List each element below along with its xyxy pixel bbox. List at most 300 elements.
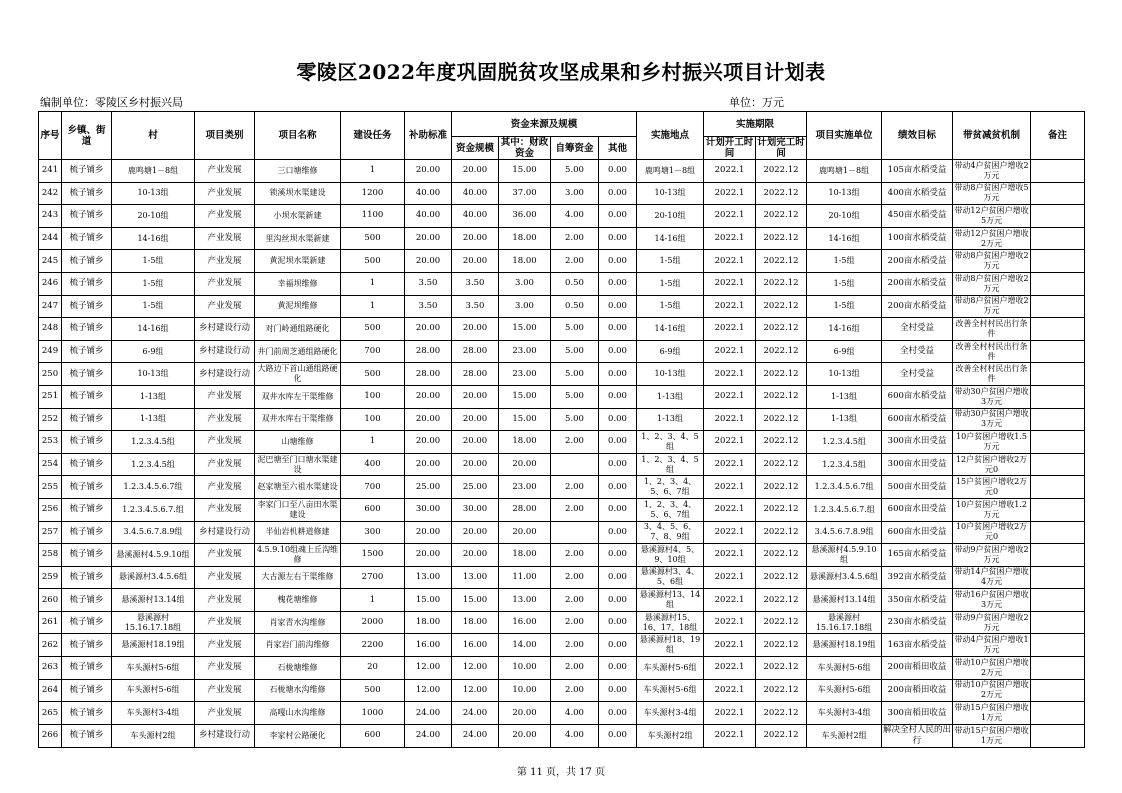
project-table: [38, 111, 1085, 748]
cell-project-name: 石栊塘水沟维修: [255, 679, 341, 702]
cell-location: 1-5组: [637, 250, 704, 273]
cell-remark: [1031, 566, 1085, 589]
cell-other: 0.00: [599, 431, 637, 454]
cell-seq: 261: [39, 611, 62, 634]
cell-task: 500: [341, 227, 405, 250]
cell-start: 2022.1: [704, 318, 756, 341]
cell-village: 悬溪源村4.5.9.10组: [112, 544, 195, 567]
cell-village: 1-13组: [112, 385, 195, 408]
cell-fund-scale: 18.00: [452, 611, 499, 634]
cell-other: 0.00: [599, 363, 637, 386]
header-target: 绩效目标: [882, 112, 953, 160]
cell-unit: 1-13组: [807, 408, 882, 431]
cell-unit: 3.4.5.6.7.8.9组: [807, 521, 882, 544]
cell-subsidy: 16.00: [405, 634, 452, 657]
header-mechanism: 带贫减贫机制: [953, 112, 1031, 160]
cell-other: 0.00: [599, 340, 637, 363]
table-row: [39, 272, 1085, 295]
cell-start: 2022.1: [704, 340, 756, 363]
cell-task: 500: [341, 250, 405, 273]
cell-self: 2.00: [551, 431, 599, 454]
cell-self: 2.00: [551, 250, 599, 273]
cell-remark: [1031, 498, 1085, 521]
cell-category: 乡村建设行动: [195, 521, 255, 544]
cell-start: 2022.1: [704, 182, 756, 205]
cell-other: 0.00: [599, 657, 637, 680]
cell-location: 1、2、3、4、5、6、7组: [637, 476, 704, 499]
cell-task: 1200: [341, 182, 405, 205]
header-start: 计划开工时间: [704, 137, 756, 160]
cell-end: 2022.12: [756, 566, 807, 589]
header-funding: 资金来源及规模: [452, 112, 637, 137]
cell-remark: [1031, 250, 1085, 273]
cell-task: 500: [341, 363, 405, 386]
cell-mechanism: 带动4户贫困户增收1万元: [953, 634, 1031, 657]
cell-fiscal: 28.00: [499, 498, 551, 521]
header-fund-scale: 资金规模: [452, 137, 499, 160]
cell-location: 悬溪源村13、14组: [637, 589, 704, 612]
cell-target: 165亩水稻受益: [882, 544, 953, 567]
cell-seq: 245: [39, 250, 62, 273]
cell-unit: 车头源村5-6组: [807, 657, 882, 680]
cell-village: 1.2.3.4.5组: [112, 431, 195, 454]
cell-village: 10-13组: [112, 363, 195, 386]
table-row: [39, 408, 1085, 431]
cell-self: 2.00: [551, 566, 599, 589]
header-seq: 序号: [39, 112, 62, 160]
cell-unit: 6-9组: [807, 340, 882, 363]
cell-remark: [1031, 702, 1085, 725]
cell-location: 1、2、3、4、5组: [637, 431, 704, 454]
cell-town: 梳子铺乡: [62, 295, 112, 318]
cell-self: 4.00: [551, 702, 599, 725]
cell-village: 悬溪源村13.14组: [112, 589, 195, 612]
cell-remark: [1031, 295, 1085, 318]
cell-task: 700: [341, 340, 405, 363]
cell-town: 梳子铺乡: [62, 272, 112, 295]
cell-project-name: 锁溪坝水渠建设: [255, 182, 341, 205]
cell-subsidy: 20.00: [405, 318, 452, 341]
cell-task: 500: [341, 318, 405, 341]
table-row: [39, 476, 1085, 499]
cell-remark: [1031, 431, 1085, 454]
cell-self: 5.00: [551, 363, 599, 386]
cell-mechanism: 带动9户贫困户增收2万元: [953, 611, 1031, 634]
cell-task: 700: [341, 476, 405, 499]
header-location: 实施地点: [637, 112, 704, 160]
cell-seq: 263: [39, 657, 62, 680]
cell-fund-scale: 24.00: [452, 724, 499, 747]
cell-seq: 247: [39, 295, 62, 318]
cell-town: 梳子铺乡: [62, 453, 112, 476]
cell-seq: 248: [39, 318, 62, 341]
cell-project-name: 三口塘维修: [255, 160, 341, 183]
cell-location: 6-9组: [637, 340, 704, 363]
cell-self: 5.00: [551, 385, 599, 408]
cell-mechanism: 带动12户贫困户增收5万元: [953, 205, 1031, 228]
cell-category: 产业发展: [195, 250, 255, 273]
cell-category: 产业发展: [195, 476, 255, 499]
cell-start: 2022.1: [704, 679, 756, 702]
cell-seq: 252: [39, 408, 62, 431]
cell-task: 600: [341, 724, 405, 747]
cell-target: 300亩水田受益: [882, 453, 953, 476]
cell-unit: 20-10组: [807, 205, 882, 228]
cell-fund-scale: 40.00: [452, 182, 499, 205]
cell-seq: 259: [39, 566, 62, 589]
cell-unit: 悬溪源村3.4.5.6组: [807, 566, 882, 589]
cell-mechanism: 带动8户贫困户增收5万元: [953, 182, 1031, 205]
cell-fund-scale: 3.50: [452, 272, 499, 295]
cell-village: 车头源村2组: [112, 724, 195, 747]
cell-task: 2200: [341, 634, 405, 657]
cell-town: 梳子铺乡: [62, 205, 112, 228]
cell-fund-scale: 20.00: [452, 544, 499, 567]
table-row: [39, 498, 1085, 521]
cell-category: 产业发展: [195, 634, 255, 657]
cell-self: 0.50: [551, 272, 599, 295]
cell-unit: 10-13组: [807, 363, 882, 386]
cell-task: 600: [341, 498, 405, 521]
cell-fund-scale: 20.00: [452, 250, 499, 273]
cell-remark: [1031, 272, 1085, 295]
cell-project-name: 小坝水渠新建: [255, 205, 341, 228]
cell-town: 梳子铺乡: [62, 182, 112, 205]
cell-remark: [1031, 318, 1085, 341]
cell-town: 梳子铺乡: [62, 363, 112, 386]
cell-end: 2022.12: [756, 182, 807, 205]
cell-location: 1-13组: [637, 408, 704, 431]
cell-start: 2022.1: [704, 385, 756, 408]
cell-location: 1、2、3、4、5组: [637, 453, 704, 476]
table-row: [39, 385, 1085, 408]
cell-other: 0.00: [599, 589, 637, 612]
cell-self: 5.00: [551, 318, 599, 341]
cell-category: 产业发展: [195, 227, 255, 250]
cell-self: 0.50: [551, 295, 599, 318]
cell-mechanism: 改善全村村民出行条件: [953, 363, 1031, 386]
cell-other: 0.00: [599, 476, 637, 499]
cell-fund-scale: 20.00: [452, 227, 499, 250]
cell-task: 500: [341, 679, 405, 702]
cell-task: 1100: [341, 205, 405, 228]
cell-location: 车头源村5-6组: [637, 657, 704, 680]
cell-town: 梳子铺乡: [62, 498, 112, 521]
table-row: [39, 431, 1085, 454]
cell-seq: 258: [39, 544, 62, 567]
cell-remark: [1031, 385, 1085, 408]
cell-self: 4.00: [551, 724, 599, 747]
cell-subsidy: 18.00: [405, 611, 452, 634]
cell-other: 0.00: [599, 634, 637, 657]
cell-end: 2022.12: [756, 295, 807, 318]
cell-other: 0.00: [599, 272, 637, 295]
cell-unit: 鹿鸣塘1－8组: [807, 160, 882, 183]
cell-fiscal: 18.00: [499, 227, 551, 250]
cell-subsidy: 24.00: [405, 702, 452, 725]
cell-remark: [1031, 657, 1085, 680]
cell-category: 产业发展: [195, 160, 255, 183]
cell-town: 梳子铺乡: [62, 227, 112, 250]
cell-other: 0.00: [599, 408, 637, 431]
cell-fiscal: 23.00: [499, 476, 551, 499]
cell-category: 乡村建设行动: [195, 318, 255, 341]
cell-remark: [1031, 453, 1085, 476]
cell-town: 梳子铺乡: [62, 634, 112, 657]
cell-subsidy: 20.00: [405, 227, 452, 250]
cell-subsidy: 13.00: [405, 566, 452, 589]
cell-location: 14-16组: [637, 227, 704, 250]
cell-town: 梳子铺乡: [62, 702, 112, 725]
cell-subsidy: 28.00: [405, 340, 452, 363]
header-town: 乡镇、街道: [62, 112, 112, 160]
cell-fiscal: 15.00: [499, 318, 551, 341]
cell-subsidy: 24.00: [405, 724, 452, 747]
cell-seq: 255: [39, 476, 62, 499]
cell-category: 乡村建设行动: [195, 363, 255, 386]
cell-fiscal: 3.00: [499, 272, 551, 295]
cell-self: 2.00: [551, 634, 599, 657]
cell-subsidy: 40.00: [405, 205, 452, 228]
table-row: [39, 182, 1085, 205]
cell-target: 400亩水稻受益: [882, 182, 953, 205]
cell-category: 产业发展: [195, 295, 255, 318]
cell-project-name: 肖家岩门前沟维修: [255, 634, 341, 657]
cell-task: 1: [341, 431, 405, 454]
cell-unit: 1-5组: [807, 250, 882, 273]
cell-village: 1-5组: [112, 295, 195, 318]
cell-village: 悬溪源村18.19组: [112, 634, 195, 657]
cell-town: 梳子铺乡: [62, 340, 112, 363]
cell-end: 2022.12: [756, 611, 807, 634]
cell-fiscal: 15.00: [499, 408, 551, 431]
cell-mechanism: 带动4户贫困户增收2万元: [953, 160, 1031, 183]
cell-town: 梳子铺乡: [62, 160, 112, 183]
cell-village: 1-13组: [112, 408, 195, 431]
cell-subsidy: 3.50: [405, 272, 452, 295]
cell-fund-scale: 20.00: [452, 385, 499, 408]
table-row: [39, 724, 1085, 747]
cell-mechanism: 带动15户贫困户增收1万元: [953, 724, 1031, 747]
cell-unit: 14-16组: [807, 318, 882, 341]
cell-fund-scale: 13.00: [452, 566, 499, 589]
cell-target: 230亩水稻受益: [882, 611, 953, 634]
header-task: 建设任务: [341, 112, 405, 160]
cell-village: 1.2.3.4.5.6.7.组: [112, 498, 195, 521]
header-remark: 备注: [1031, 112, 1085, 160]
header-other: 其他: [599, 137, 637, 160]
cell-fiscal: 37.00: [499, 182, 551, 205]
table-row: [39, 318, 1085, 341]
cell-end: 2022.12: [756, 385, 807, 408]
cell-fund-scale: 20.00: [452, 521, 499, 544]
cell-target: 600亩水田受益: [882, 521, 953, 544]
cell-category: 产业发展: [195, 272, 255, 295]
cell-self: [551, 521, 599, 544]
table-row: [39, 634, 1085, 657]
cell-remark: [1031, 182, 1085, 205]
cell-project-name: 对门岭通组路硬化: [255, 318, 341, 341]
cell-village: 鹿鸣塘1－8组: [112, 160, 195, 183]
cell-project-name: 泥巴塘至门口塘水渠建设: [255, 453, 341, 476]
org-label: 编制单位：零陵区乡村振兴局: [40, 96, 183, 109]
cell-project-name: 黄泥坝维修: [255, 295, 341, 318]
cell-unit: 1.2.3.4.5组: [807, 431, 882, 454]
cell-remark: [1031, 363, 1085, 386]
cell-target: 300亩水田受益: [882, 431, 953, 454]
cell-seq: 243: [39, 205, 62, 228]
cell-remark: [1031, 589, 1085, 612]
cell-remark: [1031, 634, 1085, 657]
cell-project-name: 石栊塘维修: [255, 657, 341, 680]
header-village: 村: [112, 112, 195, 160]
cell-location: 14-16组: [637, 318, 704, 341]
cell-location: 1、2、3、4、5、6、7组: [637, 498, 704, 521]
cell-mechanism: 10户贫困户增收1.2万元: [953, 498, 1031, 521]
cell-target: 600亩水稻受益: [882, 385, 953, 408]
cell-other: 0.00: [599, 498, 637, 521]
cell-mechanism: 带动8户贫困户增收2万元: [953, 250, 1031, 273]
cell-location: 1-13组: [637, 385, 704, 408]
cell-project-name: 黄泥坝水渠新建: [255, 250, 341, 273]
cell-town: 梳子铺乡: [62, 250, 112, 273]
cell-start: 2022.1: [704, 227, 756, 250]
cell-target: 350亩水稻受益: [882, 589, 953, 612]
cell-fund-scale: 16.00: [452, 634, 499, 657]
cell-category: 产业发展: [195, 453, 255, 476]
cell-start: 2022.1: [704, 476, 756, 499]
cell-target: 392亩水稻受益: [882, 566, 953, 589]
table-row: [39, 205, 1085, 228]
cell-mechanism: 带动10户贫困户增收2万元: [953, 657, 1031, 680]
cell-mechanism: 带动8户贫困户增收2万元: [953, 295, 1031, 318]
unit-label: 单位：万元: [729, 96, 784, 109]
cell-end: 2022.12: [756, 250, 807, 273]
cell-project-name: 山塘维修: [255, 431, 341, 454]
cell-category: 产业发展: [195, 408, 255, 431]
cell-end: 2022.12: [756, 205, 807, 228]
cell-fiscal: 14.00: [499, 634, 551, 657]
cell-seq: 265: [39, 702, 62, 725]
cell-target: 600亩水稻受益: [882, 408, 953, 431]
cell-self: 5.00: [551, 160, 599, 183]
cell-start: 2022.1: [704, 724, 756, 747]
cell-fund-scale: 30.00: [452, 498, 499, 521]
cell-subsidy: 12.00: [405, 657, 452, 680]
cell-category: 产业发展: [195, 611, 255, 634]
cell-fund-scale: 40.00: [452, 205, 499, 228]
cell-task: 20: [341, 657, 405, 680]
cell-town: 梳子铺乡: [62, 521, 112, 544]
cell-fiscal: 36.00: [499, 205, 551, 228]
cell-town: 梳子铺乡: [62, 589, 112, 612]
cell-town: 梳子铺乡: [62, 431, 112, 454]
cell-other: 0.00: [599, 724, 637, 747]
cell-subsidy: 20.00: [405, 453, 452, 476]
cell-other: 0.00: [599, 453, 637, 476]
cell-fund-scale: 20.00: [452, 160, 499, 183]
cell-village: 6-9组: [112, 340, 195, 363]
cell-location: 车头源村3-4组: [637, 702, 704, 725]
table-row: [39, 521, 1085, 544]
cell-task: 1: [341, 160, 405, 183]
cell-subsidy: 20.00: [405, 544, 452, 567]
cell-other: 0.00: [599, 544, 637, 567]
cell-mechanism: 10户贫困户增收1.5万元: [953, 431, 1031, 454]
cell-seq: 241: [39, 160, 62, 183]
cell-target: 全村受益: [882, 340, 953, 363]
cell-village: 1-5组: [112, 250, 195, 273]
cell-other: 0.00: [599, 679, 637, 702]
header-category: 项目类别: [195, 112, 255, 160]
cell-fiscal: 15.00: [499, 160, 551, 183]
cell-fiscal: 23.00: [499, 363, 551, 386]
cell-start: 2022.1: [704, 160, 756, 183]
cell-start: 2022.1: [704, 408, 756, 431]
cell-fiscal: 16.00: [499, 611, 551, 634]
cell-end: 2022.12: [756, 340, 807, 363]
cell-mechanism: 带动15户贫困户增收1万元: [953, 702, 1031, 725]
cell-start: 2022.1: [704, 566, 756, 589]
cell-end: 2022.12: [756, 227, 807, 250]
cell-self: 5.00: [551, 340, 599, 363]
cell-category: 产业发展: [195, 544, 255, 567]
cell-unit: 悬溪源村18.19组: [807, 634, 882, 657]
table-row: [39, 340, 1085, 363]
cell-fiscal: 10.00: [499, 679, 551, 702]
table-row: [39, 363, 1085, 386]
cell-subsidy: 20.00: [405, 408, 452, 431]
cell-self: 2.00: [551, 476, 599, 499]
cell-subsidy: 28.00: [405, 363, 452, 386]
cell-task: 2700: [341, 566, 405, 589]
cell-seq: 246: [39, 272, 62, 295]
cell-start: 2022.1: [704, 589, 756, 612]
cell-remark: [1031, 611, 1085, 634]
cell-town: 梳子铺乡: [62, 724, 112, 747]
cell-seq: 262: [39, 634, 62, 657]
cell-village: 10-13组: [112, 182, 195, 205]
cell-other: 0.00: [599, 318, 637, 341]
cell-town: 梳子铺乡: [62, 566, 112, 589]
cell-self: 2.00: [551, 611, 599, 634]
cell-fund-scale: 15.00: [452, 589, 499, 612]
cell-category: 产业发展: [195, 679, 255, 702]
cell-mechanism: 带动8户贫困户增收2万元: [953, 272, 1031, 295]
cell-end: 2022.12: [756, 521, 807, 544]
cell-end: 2022.12: [756, 657, 807, 680]
cell-town: 梳子铺乡: [62, 318, 112, 341]
cell-project-name: 双井水库右干渠维修: [255, 408, 341, 431]
cell-start: 2022.1: [704, 295, 756, 318]
cell-task: 1: [341, 295, 405, 318]
cell-mechanism: 带动9户贫困户增收2万元: [953, 544, 1031, 567]
table-row: [39, 544, 1085, 567]
cell-remark: [1031, 521, 1085, 544]
cell-village: 车头源村3-4组: [112, 702, 195, 725]
cell-seq: 250: [39, 363, 62, 386]
cell-mechanism: 改善全村村民出行条件: [953, 340, 1031, 363]
cell-target: 全村受益: [882, 363, 953, 386]
cell-task: 1: [341, 272, 405, 295]
cell-remark: [1031, 205, 1085, 228]
cell-unit: 10-13组: [807, 182, 882, 205]
cell-end: 2022.12: [756, 589, 807, 612]
page-footer: 第 11 页，共 17 页: [516, 767, 606, 778]
cell-remark: [1031, 408, 1085, 431]
cell-project-name: 双井水库左干渠维修: [255, 385, 341, 408]
cell-category: 产业发展: [195, 566, 255, 589]
